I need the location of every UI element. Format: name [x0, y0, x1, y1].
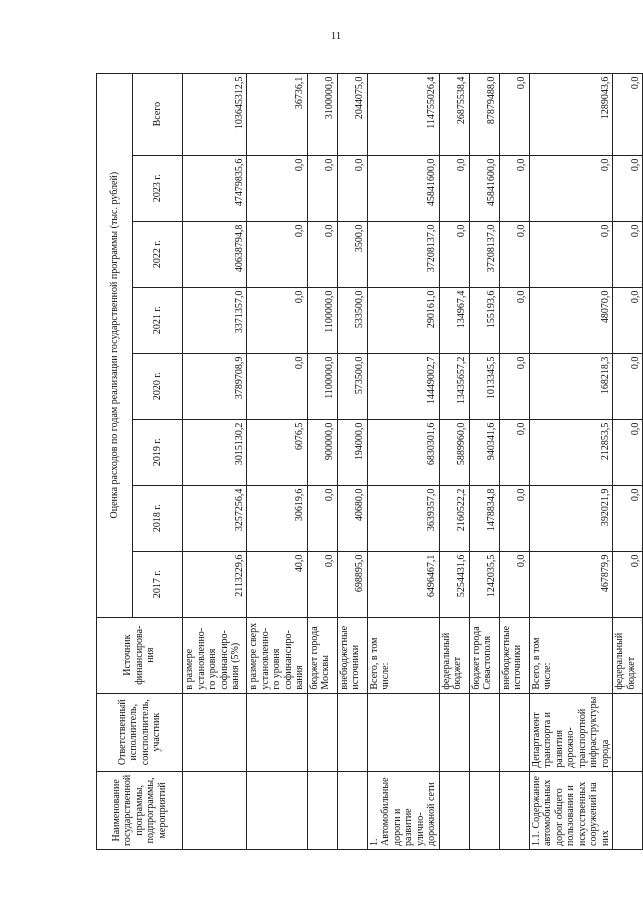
row-name-cell: [307, 771, 337, 849]
table-row: [337, 73, 367, 849]
row-value-cell: 45841600,0: [367, 155, 439, 221]
row-name-cell: [183, 771, 247, 849]
row-total-cell: 3100000,0: [307, 73, 337, 155]
row-source-cell: в размере установленно-го уровня софинансиро-вания (5%): [183, 617, 247, 693]
header-year: 2018 г.: [133, 485, 183, 551]
row-value-cell: 14449002,7: [367, 353, 439, 419]
row-name-cell: 1.1. Содержание автомобильных дорог общего пользования и искусственных сооружений на них: [529, 771, 613, 849]
row-value-cell: 0,0: [307, 485, 337, 551]
row-value-cell: 392021,9: [529, 485, 613, 551]
row-executor-cell: [499, 693, 529, 771]
row-value-cell: 40680,0: [337, 485, 367, 551]
header-year: 2023 г.: [133, 155, 183, 221]
table-row: [367, 73, 439, 849]
row-value-cell: 30619,6: [247, 485, 308, 551]
table-row: [499, 73, 529, 849]
row-value-cell: 0,0: [613, 155, 643, 221]
row-name-cell: [247, 771, 308, 849]
row-source-cell: бюджет города Москвы: [307, 617, 337, 693]
row-value-cell: 0,0: [613, 221, 643, 287]
row-total-cell: 103645312,5: [183, 73, 247, 155]
row-value-cell: 0,0: [307, 155, 337, 221]
row-value-cell: 1478834,8: [469, 485, 499, 551]
row-value-cell: 6496467,1: [367, 551, 439, 617]
row-value-cell: 0,0: [529, 221, 613, 287]
header-estimate: Оценка расходов по годам реализации государственной программы (тыс. рублей): [97, 73, 133, 617]
row-value-cell: 134967,4: [439, 287, 469, 353]
table-row: [439, 73, 469, 849]
row-executor-cell: [183, 693, 247, 771]
row-value-cell: 0,0: [307, 221, 337, 287]
row-value-cell: 0,0: [499, 287, 529, 353]
row-value-cell: 698895,0: [337, 551, 367, 617]
row-value-cell: 2113229,6: [183, 551, 247, 617]
row-source-cell: федеральный бюджет: [613, 617, 643, 693]
row-value-cell: 573500,0: [337, 353, 367, 419]
header-year: 2021 г.: [133, 287, 183, 353]
table-row: [613, 73, 643, 849]
row-executor-cell: [307, 693, 337, 771]
row-value-cell: 0,0: [613, 419, 643, 485]
header-year: 2017 г.: [133, 551, 183, 617]
row-value-cell: 1100000,0: [307, 353, 337, 419]
row-source-cell: внебюджетные источники: [337, 617, 367, 693]
row-value-cell: 0,0: [529, 155, 613, 221]
row-value-cell: 0,0: [499, 485, 529, 551]
header-name: Наименование государственной программы, подпрограммы, мероприятий: [97, 771, 183, 849]
row-name-cell: [499, 771, 529, 849]
row-value-cell: 940341,6: [469, 419, 499, 485]
row-value-cell: 3789708,9: [183, 353, 247, 419]
row-value-cell: 0,0: [613, 287, 643, 353]
header-year: 2019 г.: [133, 419, 183, 485]
row-name-cell: [337, 771, 367, 849]
row-value-cell: 48070,0: [529, 287, 613, 353]
row-value-cell: 168218,3: [529, 353, 613, 419]
row-value-cell: 1242035,5: [469, 551, 499, 617]
row-value-cell: 0,0: [613, 485, 643, 551]
row-value-cell: 13435657,2: [439, 353, 469, 419]
row-total-cell: 0,0: [613, 73, 643, 155]
row-source-cell: внебюджетные источники: [499, 617, 529, 693]
row-value-cell: 0,0: [499, 419, 529, 485]
row-value-cell: 0,0: [613, 353, 643, 419]
row-value-cell: 1100000,0: [307, 287, 337, 353]
page-number: 11: [330, 30, 342, 42]
header-executor: Ответственный исполнитель, соисполнитель, участник: [97, 693, 183, 771]
header-source: Источник финансирова-ния: [97, 617, 183, 693]
row-value-cell: 290161,0: [367, 287, 439, 353]
expenditure-table: [96, 73, 643, 850]
row-value-cell: 0,0: [499, 155, 529, 221]
row-executor-cell: [247, 693, 308, 771]
row-value-cell: 0,0: [247, 353, 308, 419]
table-row: [183, 73, 247, 849]
row-value-cell: 5254431,6: [439, 551, 469, 617]
row-value-cell: 0,0: [439, 155, 469, 221]
row-value-cell: 212853,5: [529, 419, 613, 485]
header-year: 2022 г.: [133, 221, 183, 287]
row-name-cell: 1. Автомобильные дороги и развитие улично-дорожной сети: [367, 771, 439, 849]
row-name-cell: [469, 771, 499, 849]
row-value-cell: 2160522,2: [439, 485, 469, 551]
row-value-cell: 3257256,4: [183, 485, 247, 551]
row-value-cell: 467879,9: [529, 551, 613, 617]
row-value-cell: 37208137,0: [367, 221, 439, 287]
row-value-cell: 0,0: [499, 353, 529, 419]
row-value-cell: 0,0: [337, 155, 367, 221]
row-value-cell: 0,0: [439, 221, 469, 287]
row-value-cell: 40,0: [247, 551, 308, 617]
table-row: [247, 73, 308, 849]
row-source-cell: бюджет города Севастополя: [469, 617, 499, 693]
row-source-cell: Всего, в том числе:: [367, 617, 439, 693]
row-value-cell: 3500,0: [337, 221, 367, 287]
row-value-cell: 0,0: [247, 221, 308, 287]
row-source-cell: в размере сверх установленно-го уровня софинансиро-вания: [247, 617, 308, 693]
row-total-cell: 1289043,6: [529, 73, 613, 155]
row-value-cell: 3639357,0: [367, 485, 439, 551]
row-total-cell: 0,0: [499, 73, 529, 155]
row-source-cell: Всего, в том числе:: [529, 617, 613, 693]
table-row: [307, 73, 337, 849]
row-value-cell: 45841600,0: [469, 155, 499, 221]
row-value-cell: 0,0: [499, 221, 529, 287]
row-source-cell: федеральный бюджет: [439, 617, 469, 693]
row-value-cell: 5889960,0: [439, 419, 469, 485]
row-value-cell: 0,0: [499, 551, 529, 617]
row-executor-cell: [439, 693, 469, 771]
row-value-cell: 0,0: [613, 551, 643, 617]
row-total-cell: 26875538,4: [439, 73, 469, 155]
row-value-cell: 155193,6: [469, 287, 499, 353]
row-value-cell: 1013345,5: [469, 353, 499, 419]
header-year: 2020 г.: [133, 353, 183, 419]
row-value-cell: 0,0: [307, 551, 337, 617]
table-body: [183, 73, 643, 849]
row-value-cell: 6830301,6: [367, 419, 439, 485]
row-value-cell: 194000,0: [337, 419, 367, 485]
row-value-cell: 3015130,2: [183, 419, 247, 485]
row-executor-cell: [337, 693, 367, 771]
row-value-cell: 6076,5: [247, 419, 308, 485]
row-value-cell: 3371357,0: [183, 287, 247, 353]
row-executor-cell: [469, 693, 499, 771]
row-name-cell: [613, 771, 643, 849]
row-total-cell: 2044075,0: [337, 73, 367, 155]
row-total-cell: 114755026,4: [367, 73, 439, 155]
row-total-cell: 36736,1: [247, 73, 308, 155]
row-executor-cell: [613, 693, 643, 771]
row-value-cell: 900000,0: [307, 419, 337, 485]
row-value-cell: 0,0: [247, 287, 308, 353]
header-total: Всего: [133, 73, 183, 155]
row-value-cell: 40638794,8: [183, 221, 247, 287]
table-row: [469, 73, 499, 849]
row-executor-cell: [367, 693, 439, 771]
row-total-cell: 87879488,0: [469, 73, 499, 155]
table-row: [529, 73, 613, 849]
row-value-cell: 47479835,6: [183, 155, 247, 221]
row-value-cell: 533500,0: [337, 287, 367, 353]
row-value-cell: 37208137,0: [469, 221, 499, 287]
row-name-cell: [439, 771, 469, 849]
row-executor-cell: Департамент транспорта и развития дорожно-транспортной инфраструктуры города: [529, 693, 613, 771]
row-value-cell: 0,0: [247, 155, 308, 221]
